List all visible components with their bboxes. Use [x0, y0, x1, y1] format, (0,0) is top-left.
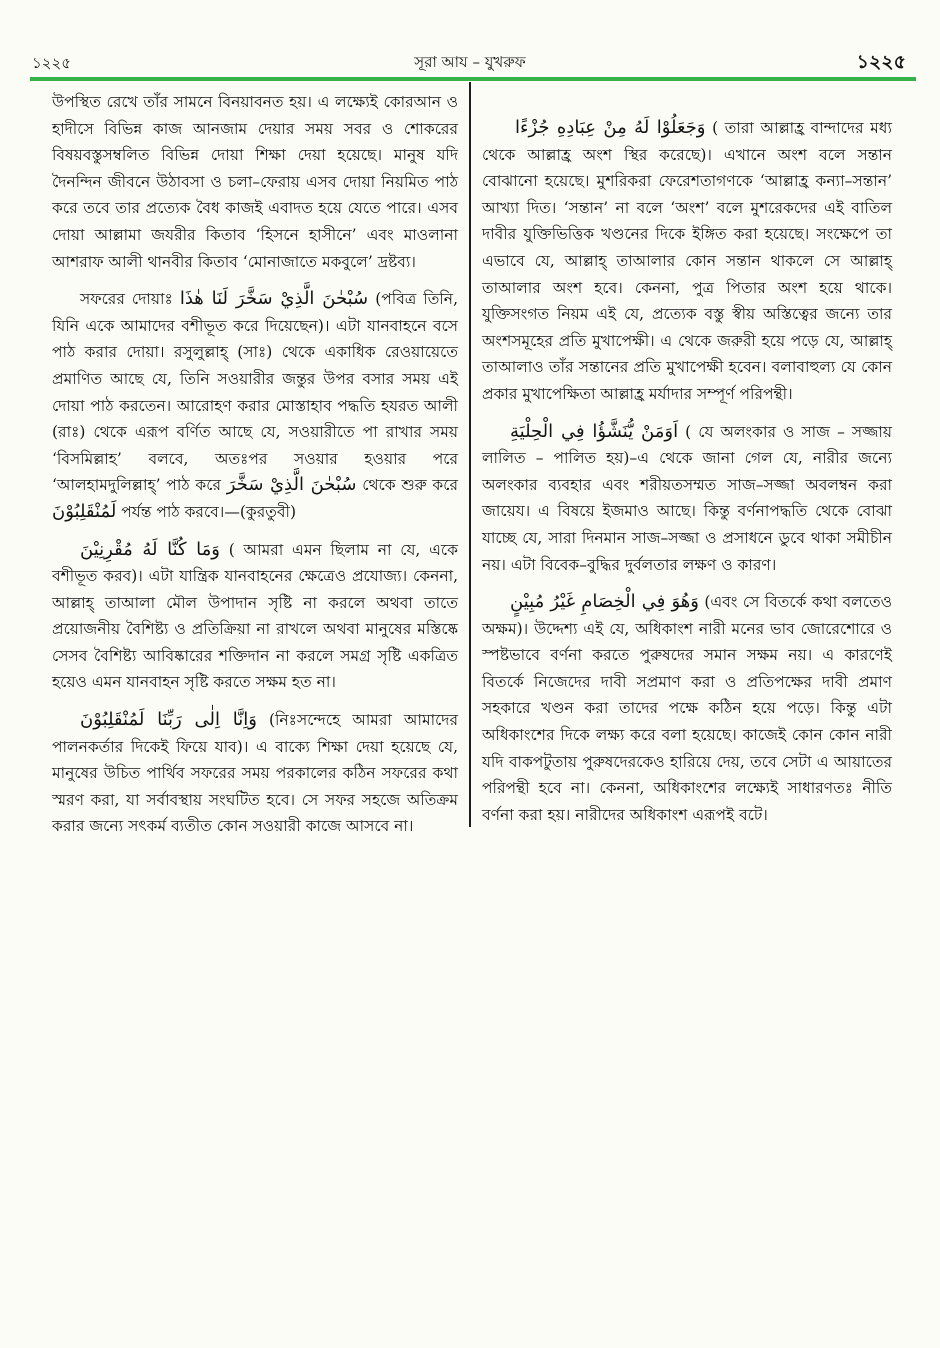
- paragraph-text: থেকে শুরু করে: [362, 476, 458, 495]
- arabic-verse: لَمُنْقَلِبُوْنَ: [52, 500, 117, 522]
- header-rule: [30, 77, 916, 81]
- arabic-verse: وَهُوَ فِي الْخِصَامِ غَيْرُ مُبِيْنٍ: [510, 591, 699, 613]
- running-title: সূরা আয – যুখরুফ: [414, 53, 526, 71]
- paragraph-continued: উপস্থিত রেখে তাঁর সামনে বিনয়াবনত হয়। এ লক্ষ্যেই কোরআন ও হাদীসে বিভিন্ন কাজ আনজাম দেয়ার সময় সবর ও শোকরের বিষয়বস্তুসম্বলিত বিভিন্ন দোয়া শিক্ষা দেয়া হয়েছে। মানুষ যদি দৈনন্দিন জীবনে উঠাবসা ও চলা–ফেরায় এসব দোয়া নিয়মিত পাঠ করে তবে তার প্রত্যেক বৈধ কাজই এবাদত হয়ে যেতে পারে। এসব দোয়া আল্লামা জযরীর কিতাব ‘হিসনে হাসীনে’ এবং মাওলানা আশরাফ আলী থানবীর কিতাব ‘মোনাজাতে মকবুলে’ দ্রষ্টব্য।: [52, 93, 458, 271]
- paragraph: [52, 537, 458, 697]
- page-number-right: ১২২৫: [856, 51, 906, 73]
- paragraph-travel-dua: [52, 286, 458, 525]
- paragraph-text: ( আমরা এমন ছিলাম না যে, একে বশীভূত করব)। এটা যান্ত্রিক যানবাহনের ক্ষেত্রেও প্রযোজ্য। কেননা, আল্লাহ্ তাআলা মৌল উপাদান সৃষ্টি না করলে অথবা তাতে প্রয়োজনীয় বৈশিষ্ট্য ও প্রতিক্রিয়া না রাখলে অথবা মানুষের মস্তিষ্কে সেসব বৈশিষ্ট্য আবিষ্কারের শক্তিদান না করলে সমগ্র সৃষ্টি একত্রিত হয়েও এমন যানবাহন সৃষ্টি করতে সক্ষম হত না।: [52, 540, 458, 692]
- paragraph-text: ( যে অলংকার ও সাজ – সজ্জায় লালিত – পালিত হয়)–এ থেকে জানা গেল যে, নারীর জন্যে অলংকার ব্যবহার এবং শরীয়তসম্মত সাজ–সজ্জা অবলম্বন করা জায়েয। এ বিষয়ে ইজমাও আছে। কিন্তু বর্ণনাপদ্ধতি থেকে বোঝা যাচ্ছে যে, সারা দিনমান সাজ–সজ্জা ও প্রসাধনে ডুবে থাকা সমীচীন নয়। এটা বিবেক–বুদ্ধির দুর্বলতার লক্ষণ ও কারণ।: [482, 422, 892, 574]
- paragraph-text: (পবিত্র তিনি, যিনি একে আমাদের বশীভূত করে দিয়েছেন)। এটা যানবাহনে বসে পাঠ করার দোয়া। রসুলুল্লাহ্ (সাঃ) থেকে একাধিক রেওয়ায়েতে প্রমাণিত আছে যে, তিনি সওয়ারীর জন্তুর উপর বসার সময় এই দোয়া পাঠ করতেন। আরোহণ করার মোস্তাহাব পদ্ধতি হযরত আলী (রাঃ) থেকে এরূপ বর্ণিত আছে যে, সওয়ারীতে পা রাখার সময় ‘বিসমিল্লাহ’ বলবে, অতঃপর সওয়ার হওয়ার পরে ‘আলহামদুলিল্লাহ্’ পাঠ করে: [52, 290, 458, 495]
- paragraph-text: ( তারা আল্লাহ্র বান্দাদের মধ্য থেকে আল্লাহ্র অংশ স্থির করেছে)। এখানে অংশ বলে সন্তান বোঝানো হয়েছে। মুশরিকরা ফেরেশতাগণকে ‘আল্লাহ্র কন্যা–সন্তান’ আখ্যা দিত। ‘সন্তান’ না বলে ‘অংশ’ বলে মুশরেকদের এই বাতিল দাবীর যুক্তিভিত্তিক খণ্ডনের দিকে ইঙ্গিত করা হয়েছে। সংক্ষেপে তা এভাবে যে, আল্লাহ্ তাআলার কোন সন্তান থাকলে সে আল্লাহ্ তাআলার অংশ হবে। কেননা, পুত্র পিতার অংশ হয়ে থাকে। যুক্তিসংগত নিয়ম এই যে, প্রত্যেক বস্তু স্বীয় অস্তিত্বের জন্যে তার অংশসমূহের প্রতি মুখাপেক্ষী। এ থেকে জরুরী হয়ে পড়ে যে, আল্লাহ্ তাআলাও তাঁর সন্তানের প্রতি মুখাপেক্ষী হবেন। বলাবাহুল্য যে কোন প্রকার মুখাপেক্ষিতা আল্লাহ্র মর্যাদার সম্পূর্ণ পরিপন্থী।: [482, 119, 892, 403]
- arabic-verse: وَجَعَلُوْا لَهُ مِنْ عِبَادِهِ جُزْءًا: [515, 117, 706, 138]
- paragraph-text: (এবং সে বিতর্কে কথা বলতেও অক্ষম)। উদ্দেশ্য এই যে, অধিকাংশ নারী মনের ভাব জোরেশোরে ও স্পষ্টভাবে বর্ণনা করতে পুরুষদের সমান সক্ষম নয়। এ কারণেই বিতর্কে নিজেদের দাবী সপ্রমাণ করা ও প্রতিপক্ষের দাবী প্রমাণ সহকারে খণ্ডন করা তাদের পক্ষে কঠিন হয়ে পড়ে। কিন্তু এটা অধিকাংশের দিকে লক্ষ্য করে বলা হয়েছে। কাজেই কোন কোন নারী যদি বাকপটুতায় পুরুষদেরকেও হারিয়ে দেয়, তবে সেটা এ আয়াতের পরিপন্থী হবে না। কেননা, অধিকাংশের লক্ষ্যেই সাধারণতঃ নীতি বর্ণনা করা হয়। নারীদের অধিকাংশ এরূপই বটে।: [482, 593, 892, 824]
- paragraph-text: পর্যন্ত পাঠ করবে।—(কুরতুবী): [121, 502, 296, 521]
- paragraph-lead: সফরের দোয়াঃ: [80, 290, 173, 309]
- arabic-verse: اَوَمَنْ يُّنَشَّؤُا فِي الْحِلْيَةِ: [510, 420, 679, 442]
- arabic-verse: سُبْحٰنَ الَّذِيْ سَخَّرَ لَنَا هٰذَا: [179, 288, 369, 310]
- paragraph: [482, 419, 892, 579]
- paragraph-text: (নিঃসন্দেহে আমরা আমাদের পালনকর্তার দিকেই ফিয়ে যাব)। এ বাক্যে শিক্ষা দেয়া হয়েছে যে, মানুষের উচিত পার্থিব সফরের সময় পরকালের কঠিন সফরের কথা স্মরণ করা, যা সর্বাবস্থায় সংঘটিত হবে। সে সফর সহজে অতিক্রম করার জন্যে সৎকর্ম ব্যতীত কোন সওয়ারী কাজে আসবে না।: [52, 711, 458, 836]
- paragraph: [482, 589, 892, 828]
- paragraph: [482, 115, 892, 408]
- paragraph: [52, 707, 458, 840]
- left-column: [52, 89, 458, 851]
- arabic-verse: وَمَا كُنَّا لَهُ مُقْرِنِيْنَ: [80, 538, 220, 560]
- right-column: [482, 89, 892, 839]
- arabic-verse: وَاِنَّا اِلٰى رَبِّنَا لَمُنْقَلِبُوْنَ: [80, 709, 257, 731]
- column-divider: [469, 82, 471, 827]
- page-number-left: ১২২৫: [32, 54, 71, 72]
- arabic-verse: سُبْحٰنَ الَّذِيْ سَخَّرَ: [226, 474, 357, 496]
